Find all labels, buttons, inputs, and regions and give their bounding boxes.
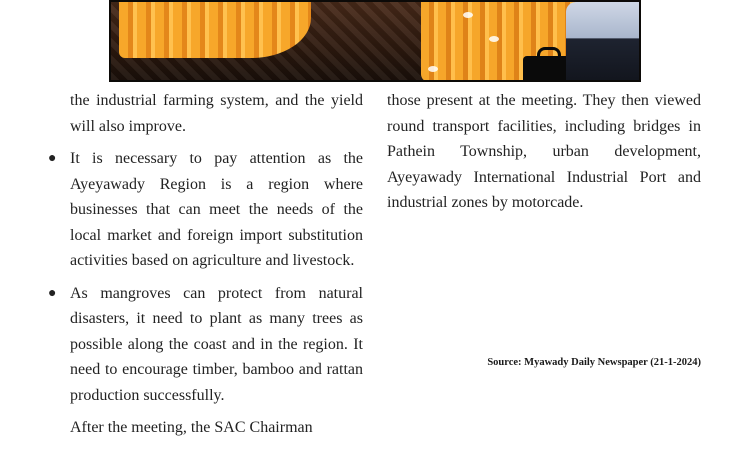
bullet-list (48, 146, 363, 408)
bullet-text: It is necessary to pay attention as the Ayeyawady Region is a region where businesses that can meet the needs of the local market and foreign import substitution activities based on agriculture and livestock. (70, 150, 363, 269)
right-paragraph: those present at the meeting. They then viewed round transport facilities, including bridges in Pathein Township, urban development, Ayeyawady International Industrial Port and industrial zones by motorcade. (387, 92, 701, 211)
photo-floor-light (428, 66, 438, 72)
continuation-paragraph: the industrial farming system, and the yield will also improve. (70, 92, 363, 135)
meeting-photo (109, 0, 641, 82)
source-credit: Source: Myawady Daily Newspaper (21-1-2024) (487, 357, 701, 368)
right-column (387, 88, 701, 216)
bullet-icon: ● (48, 151, 57, 166)
photo-briefcase (523, 56, 571, 82)
photo-person (566, 2, 641, 82)
bullet-item (48, 146, 363, 274)
left-column (48, 88, 363, 441)
bullet-icon: ● (48, 285, 57, 301)
after-meeting-paragraph: After the meeting, the SAC Chairman (70, 419, 313, 436)
bullet-text: As mangroves can protect from natural disasters, it need to plant as many trees as possible along the coast and in the region. It need to encourage timber, bamboo and rattan production successfully. (70, 284, 363, 404)
photo-floor-light (463, 12, 473, 18)
photo-floor-light (489, 36, 499, 42)
photo-table-cloth-left (119, 2, 311, 58)
bullet-item (48, 281, 363, 409)
